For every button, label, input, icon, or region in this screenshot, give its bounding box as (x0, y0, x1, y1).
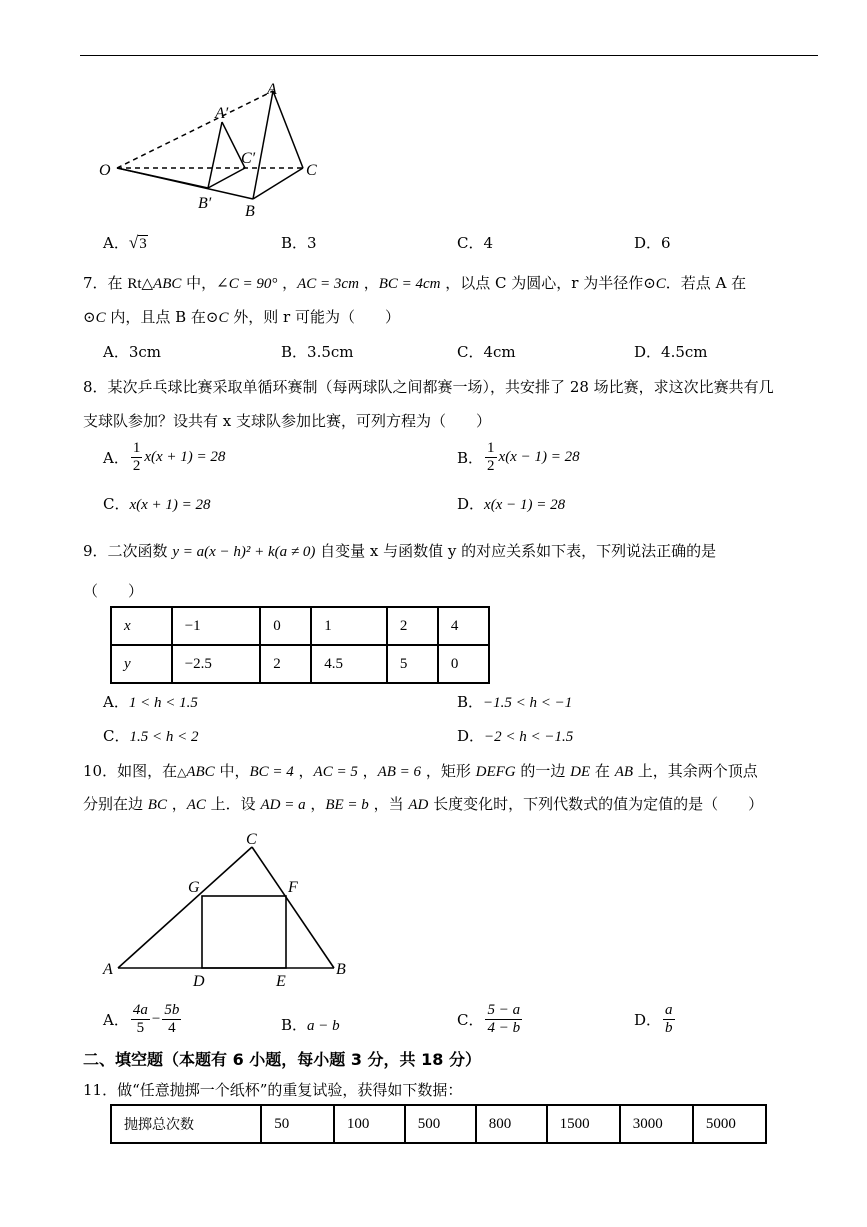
q8-stem-line1: 8．某次乒乓球比赛采取单循环赛制（每两球队之间都赛一场），共安排了 28 场比赛，求这次比赛共有几 (83, 378, 774, 396)
table-row: 抛掷总次数 50 100 500 800 1500 3000 5000 (111, 1105, 766, 1143)
q10-label-b: B (336, 961, 346, 978)
q8-option-b[interactable]: B． $\frac{1}{2}$ x(x − 1) = 28 (457, 440, 580, 474)
q11-stem: 11．做“任意抛掷一个纸杯”的重复试验，获得如下数据： (83, 1081, 463, 1099)
q8-option-c[interactable]: C．x(x + 1) = 28 (103, 495, 211, 513)
q10-label-d: D (193, 973, 205, 990)
q9-option-a[interactable]: A．1 < h < 1.5 (103, 693, 198, 711)
q6-label-a: A (267, 81, 277, 98)
q8-option-a-half: $\frac{1}{2}$ (132, 440, 141, 474)
q6-label-o: O (99, 162, 111, 179)
q8-stem-line2: 支球队参加？设共有 x 支球队参加比赛，可列方程为（ ） (83, 412, 491, 430)
q7-option-b[interactable]: B．3.5cm (281, 343, 354, 361)
q10-option-a[interactable]: A． $\frac{4a}{5}$ − $\frac{5b}{4}$ (103, 1002, 180, 1036)
section-title: 二、填空题（本题有 6 小题，每小题 3 分，共 18 分） (83, 1050, 481, 1069)
header-rule (80, 55, 818, 56)
q7-option-a[interactable]: A．3cm (103, 343, 162, 361)
table-row: x −1 0 1 2 4 (111, 607, 489, 645)
q10-option-b[interactable]: B．a − b (281, 1016, 340, 1034)
q6-label-b: B (245, 203, 255, 220)
q6-option-b[interactable]: B．3 (281, 234, 317, 252)
q6-figure (95, 78, 335, 223)
q8-option-d[interactable]: D．x(x − 1) = 28 (457, 495, 566, 513)
q10-figure (98, 826, 358, 996)
q6-label-c-prime: C′ (241, 150, 256, 167)
q7-option-d[interactable]: D．4.5cm (634, 343, 708, 361)
q11-table (110, 1104, 767, 1144)
q10-label-e: E (276, 973, 286, 990)
q10-stem-line1: 10．如图，在△ABC 中，BC = 4 ，AC = 5 ，AB = 6 ，矩形 DEFG 的一边 DE 在 AB 上，其余两个顶点 (83, 762, 758, 780)
q10-label-a: A (103, 961, 113, 978)
q7-stem-line2: ⊙C 内，且点 B 在⊙C 外，则 r 可能为（ ） (83, 308, 400, 326)
q8-option-a[interactable]: A． $\frac{1}{2}$ x(x + 1) = 28 (103, 440, 226, 474)
q10-label-f: F (288, 879, 298, 896)
q10-label-c: C (246, 831, 257, 848)
q7-option-c[interactable]: C．4cm (457, 343, 516, 361)
q9-option-d[interactable]: D．−2 < h < −1.5 (457, 727, 574, 745)
q6-option-a[interactable]: A．√3 (103, 233, 147, 252)
q10-option-d[interactable]: D． $\frac{a}{b}$ (634, 1002, 673, 1036)
q6-option-c[interactable]: C．4 (457, 234, 494, 252)
q10-option-c[interactable]: C． $\frac{5 - a}{4 - b}$ (457, 1002, 521, 1036)
q6-option-a-radicand: 3 (139, 236, 147, 252)
q8-option-b-half: $\frac{1}{2}$ (487, 440, 495, 474)
table-row: y −2.5 2 4.5 5 0 (111, 645, 489, 683)
q9-option-c[interactable]: C．1.5 < h < 2 (103, 727, 199, 745)
q10-stem-line2: 分别在边 BC ，AC 上．设 AD = a ，BE = b ，当 AD 长度变化时，下列代数式的值为定值的是（ ） (83, 795, 764, 813)
q9-stem: 9．二次函数 y = a(x − h)² + k(a ≠ 0) 自变量 x 与函数值 y 的对应关系如下表，下列说法正确的是 (83, 542, 717, 560)
q6-label-c: C (306, 162, 317, 179)
q9-bracket: （ ） (83, 582, 144, 600)
q9-table (110, 606, 490, 684)
q7-stem-line1: 7．在 Rt△ABC 中，∠C = 90° ，AC = 3cm ，BC = 4cm ，以点 C 为圆心，r 为半径作⊙C．若点 A 在 (83, 274, 747, 292)
q6-label-a-prime: A′ (215, 105, 229, 122)
q10-label-g: G (188, 879, 200, 896)
q9-option-b[interactable]: B．−1.5 < h < −1 (457, 693, 573, 711)
q6-option-d[interactable]: D．6 (634, 234, 671, 252)
q6-label-b-prime: B′ (198, 195, 212, 212)
